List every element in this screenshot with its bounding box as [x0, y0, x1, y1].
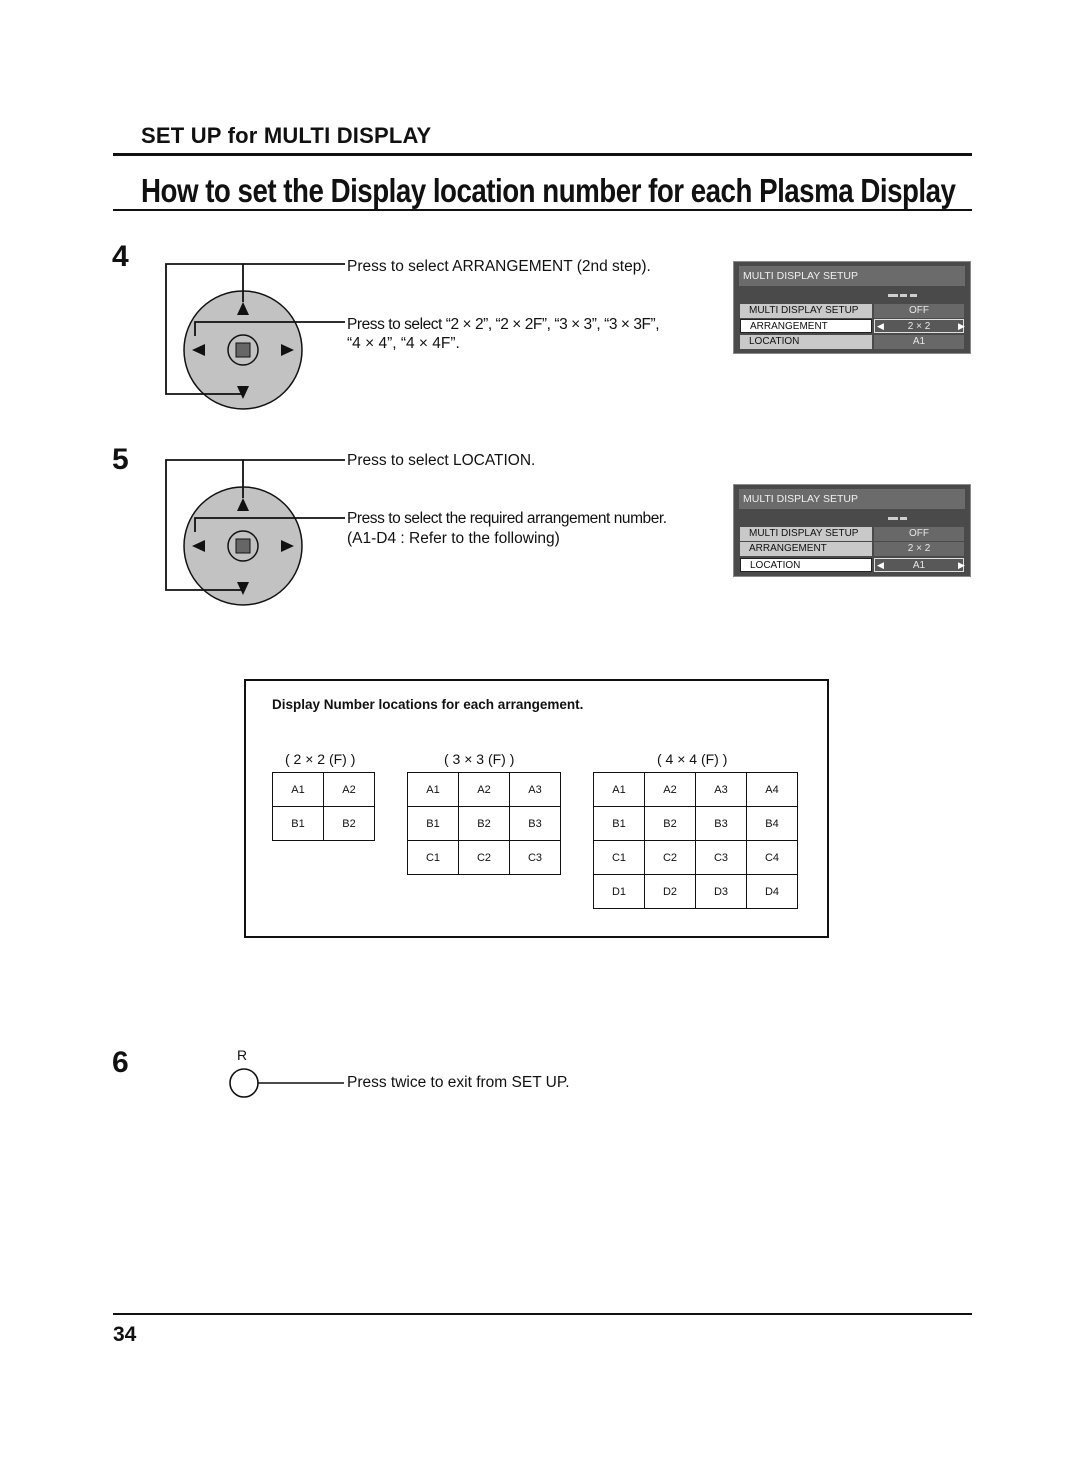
grid-cell: C4: [747, 841, 798, 875]
grid-cell: A3: [696, 773, 747, 807]
right-arrow-icon: ▶: [958, 560, 965, 570]
osd-row-multi-display-setup[interactable]: [740, 527, 964, 541]
grid-label-4x4: ( 4 × 4 (F) ): [657, 751, 728, 767]
grid-cell: B4: [747, 807, 798, 841]
osd-title: MULTI DISPLAY SETUP: [739, 489, 965, 509]
remote-pad-step-5: [160, 456, 350, 616]
grid-3x3: [407, 772, 561, 875]
step-number-6: 6: [112, 1046, 129, 1079]
grid-cell: A1: [273, 773, 324, 807]
osd-row-label: MULTI DISPLAY SETUP: [740, 527, 872, 541]
left-arrow-icon: ◀: [877, 560, 884, 570]
footer-rule: [113, 1313, 972, 1315]
grid-cell: C2: [645, 841, 696, 875]
step-4-line-1: Press to select ARRANGEMENT (2nd step).: [347, 258, 651, 275]
grid-cell: B3: [510, 807, 561, 841]
grid-label-3x3: ( 3 × 3 (F) ): [444, 751, 515, 767]
osd-row-value: A1: [874, 558, 964, 572]
step-4-line-2b: “4 × 4”, “4 × 4F”.: [347, 335, 460, 352]
grid-cell: D3: [696, 875, 747, 909]
osd-row-label: ARRANGEMENT: [740, 542, 872, 556]
grid-cell: C1: [408, 841, 459, 875]
grid-cell: B2: [459, 807, 510, 841]
osd-row-label: ARRANGEMENT: [740, 319, 872, 333]
osd-row-value: OFF: [874, 527, 964, 541]
grid-cell: B2: [645, 807, 696, 841]
step-5-line-2a: Press to select the required arrangement number.: [347, 510, 667, 527]
grid-cell: C2: [459, 841, 510, 875]
osd-row-value: OFF: [874, 304, 964, 318]
osd-row-location[interactable]: [740, 558, 964, 572]
grid-cell: B1: [273, 807, 324, 841]
remote-pad-step-4: [160, 260, 350, 420]
step-5-line-2b: (A1-D4 : Refer to the following): [347, 530, 560, 547]
osd-menu-arrangement: [733, 261, 971, 354]
arrangement-title: Display Number locations for each arrangement.: [272, 697, 584, 712]
osd-row-arrangement[interactable]: [740, 319, 964, 333]
grid-cell: D4: [747, 875, 798, 909]
grid-cell: A4: [747, 773, 798, 807]
page-number: 34: [113, 1323, 137, 1346]
grid-cell: B1: [594, 807, 645, 841]
grid-cell: A3: [510, 773, 561, 807]
osd-row-label: LOCATION: [740, 558, 872, 572]
grid-cell: A2: [645, 773, 696, 807]
step-4-line-2a: Press to select “2 × 2”, “2 × 2F”, “3 × 3”, “3 × 3F”,: [347, 316, 660, 333]
grid-cell: C3: [510, 841, 561, 875]
r-button-icon[interactable]: [226, 1066, 346, 1100]
grid-cell: A1: [594, 773, 645, 807]
right-arrow-icon: ▶: [958, 321, 965, 331]
osd-indicator: [888, 294, 898, 297]
grid-4x4: [593, 772, 798, 909]
grid-cell: D1: [594, 875, 645, 909]
osd-row-value: A1: [874, 335, 964, 349]
step-number-5: 5: [112, 443, 129, 476]
grid-label-2x2: ( 2 × 2 (F) ): [285, 751, 356, 767]
osd-indicator: [900, 517, 907, 520]
osd-menu-location: [733, 484, 971, 577]
osd-row-label: MULTI DISPLAY SETUP: [740, 304, 872, 318]
step-number-4: 4: [112, 240, 129, 273]
page-title: How to set the Display location number for each Plasma Display: [141, 172, 956, 209]
osd-row-arrangement[interactable]: [740, 542, 964, 556]
osd-row-value: 2 × 2: [874, 542, 964, 556]
section-title: SET UP for MULTI DISPLAY: [141, 123, 432, 148]
step-5-line-1: Press to select LOCATION.: [347, 452, 536, 469]
grid-2x2: [272, 772, 375, 841]
osd-indicator: [900, 294, 907, 297]
osd-row-location[interactable]: [740, 335, 964, 349]
step-6-line-1: Press twice to exit from SET UP.: [347, 1074, 570, 1091]
grid-cell: C3: [696, 841, 747, 875]
header-rule: [113, 153, 972, 156]
osd-indicator: [888, 517, 898, 520]
grid-cell: C1: [594, 841, 645, 875]
r-button-label: R: [237, 1047, 248, 1063]
osd-row-value: 2 × 2: [874, 319, 964, 333]
grid-cell: B1: [408, 807, 459, 841]
title-rule: [113, 209, 972, 211]
grid-cell: A2: [324, 773, 375, 807]
osd-indicator: [910, 294, 917, 297]
osd-row-multi-display-setup[interactable]: [740, 304, 964, 318]
osd-row-label: LOCATION: [740, 335, 872, 349]
left-arrow-icon: ◀: [877, 321, 884, 331]
grid-cell: A1: [408, 773, 459, 807]
grid-cell: A2: [459, 773, 510, 807]
grid-cell: D2: [645, 875, 696, 909]
osd-title: MULTI DISPLAY SETUP: [739, 266, 965, 286]
grid-cell: B3: [696, 807, 747, 841]
grid-cell: B2: [324, 807, 375, 841]
